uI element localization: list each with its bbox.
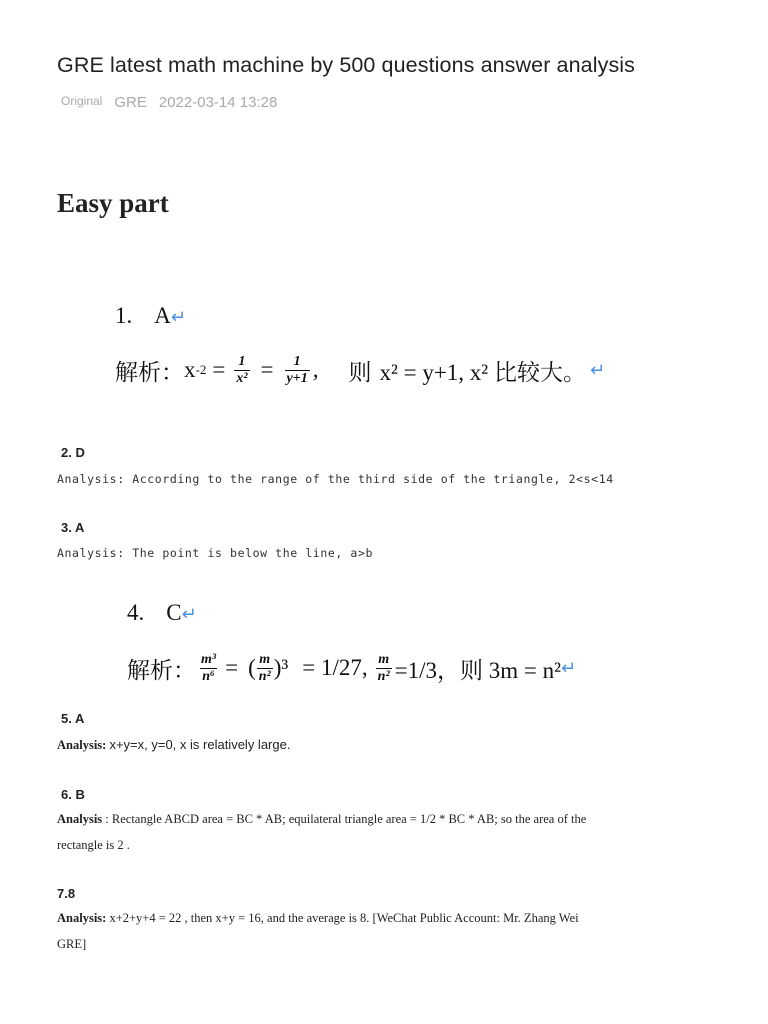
q1-explanation: [115, 347, 605, 393]
q6-analysis-label: Analysis: [57, 812, 103, 826]
return-icon: ↵: [170, 307, 186, 328]
source-link[interactable]: GRE: [114, 94, 147, 111]
original-tag: Original: [61, 94, 103, 108]
return-icon: ↵: [181, 604, 197, 625]
q4-answer-line: [127, 600, 197, 626]
q3-analysis: Analysis: The point is below the line, a>b: [57, 546, 373, 560]
return-icon: ↵: [589, 359, 606, 381]
q4-paren-close: )³: [273, 655, 289, 680]
q1-answer: A: [154, 303, 171, 328]
publish-date: 2022-03-14 13:28: [158, 94, 278, 111]
q2-analysis: Analysis: According to the range of the third side of the triangle, 2<s<14: [57, 472, 614, 486]
q1-frac2-num: 1: [293, 353, 301, 369]
q4-fraction-2: [257, 652, 273, 685]
q1-label: 解析：: [115, 359, 184, 385]
q1-expression: x² = y+1, x² 比较大。: [379, 359, 586, 385]
q4-answer: C: [166, 600, 182, 625]
q4-result-2: =1/3，则 3m = n²: [394, 657, 562, 683]
q5-analysis-label: Analysis:: [57, 738, 107, 752]
q4-number: 4.: [127, 600, 145, 625]
q5-analysis-text: x+y=x, y=0, x is relatively large.: [109, 737, 291, 752]
q1-eq2: =: [260, 357, 274, 382]
q4-eq: =: [225, 655, 239, 680]
q1-then: 则: [348, 359, 372, 385]
q7-analysis-line-1: [57, 911, 579, 926]
q4-paren-open: (: [248, 655, 256, 680]
q4-explanation: [127, 645, 576, 691]
q1-number: 1.: [115, 303, 133, 328]
q1-answer-line: [115, 303, 186, 329]
q4-frac3-num: m: [378, 651, 390, 667]
q1-eq1: =: [212, 357, 226, 382]
q5-heading: 5. A: [61, 711, 85, 726]
q1-fraction-1: [234, 354, 249, 387]
q7-analysis-label: Analysis:: [57, 911, 107, 925]
q1-comma: ,: [312, 357, 319, 382]
q4-frac1-den: n⁶: [202, 668, 215, 684]
article-meta: [61, 94, 277, 112]
q7-heading: 7.8: [57, 886, 76, 901]
q1-frac2-den: y+1: [286, 370, 308, 386]
q4-frac1-num: m³: [201, 651, 217, 667]
return-icon: ↵: [561, 657, 577, 679]
q7-analysis-text-1: x+2+y+4 = 22 , then x+y = 16, and the average is 8. [WeChat Public Account: Mr. Zhang Wei: [109, 911, 579, 925]
q6-analysis-line-2: rectangle is 2 .: [57, 838, 130, 852]
q4-result-1: = 1/27,: [302, 655, 368, 680]
q4-frac2-den: n²: [258, 668, 271, 684]
q6-heading: 6. B: [61, 787, 85, 802]
q4-frac2-num: m: [259, 651, 271, 667]
q4-frac3-den: n²: [377, 668, 390, 684]
article-title: GRE latest math machine by 500 questions answer analysis: [57, 53, 636, 77]
q6-analysis-line-1: [57, 812, 586, 827]
q1-frac1-num: 1: [238, 353, 246, 369]
section-heading: Easy part: [57, 188, 169, 218]
q7-analysis-line-2: GRE]: [57, 937, 87, 951]
q5-analysis: [57, 737, 290, 753]
q1-fraction-2: [285, 354, 310, 387]
q3-heading: 3. A: [61, 520, 85, 535]
q4-fraction-3: [376, 652, 392, 685]
q4-label: 解析：: [127, 657, 196, 683]
q1-x-exp: -2: [195, 362, 207, 377]
q6-analysis-text-1: : Rectangle ABCD area = BC * AB; equilateral triangle area = 1/2 * BC * AB; so the area of the: [105, 812, 587, 826]
q2-heading: 2. D: [61, 445, 85, 460]
q1-frac1-den: x²: [236, 370, 248, 386]
q4-fraction-1: [199, 652, 218, 685]
q1-x: x: [184, 357, 196, 382]
